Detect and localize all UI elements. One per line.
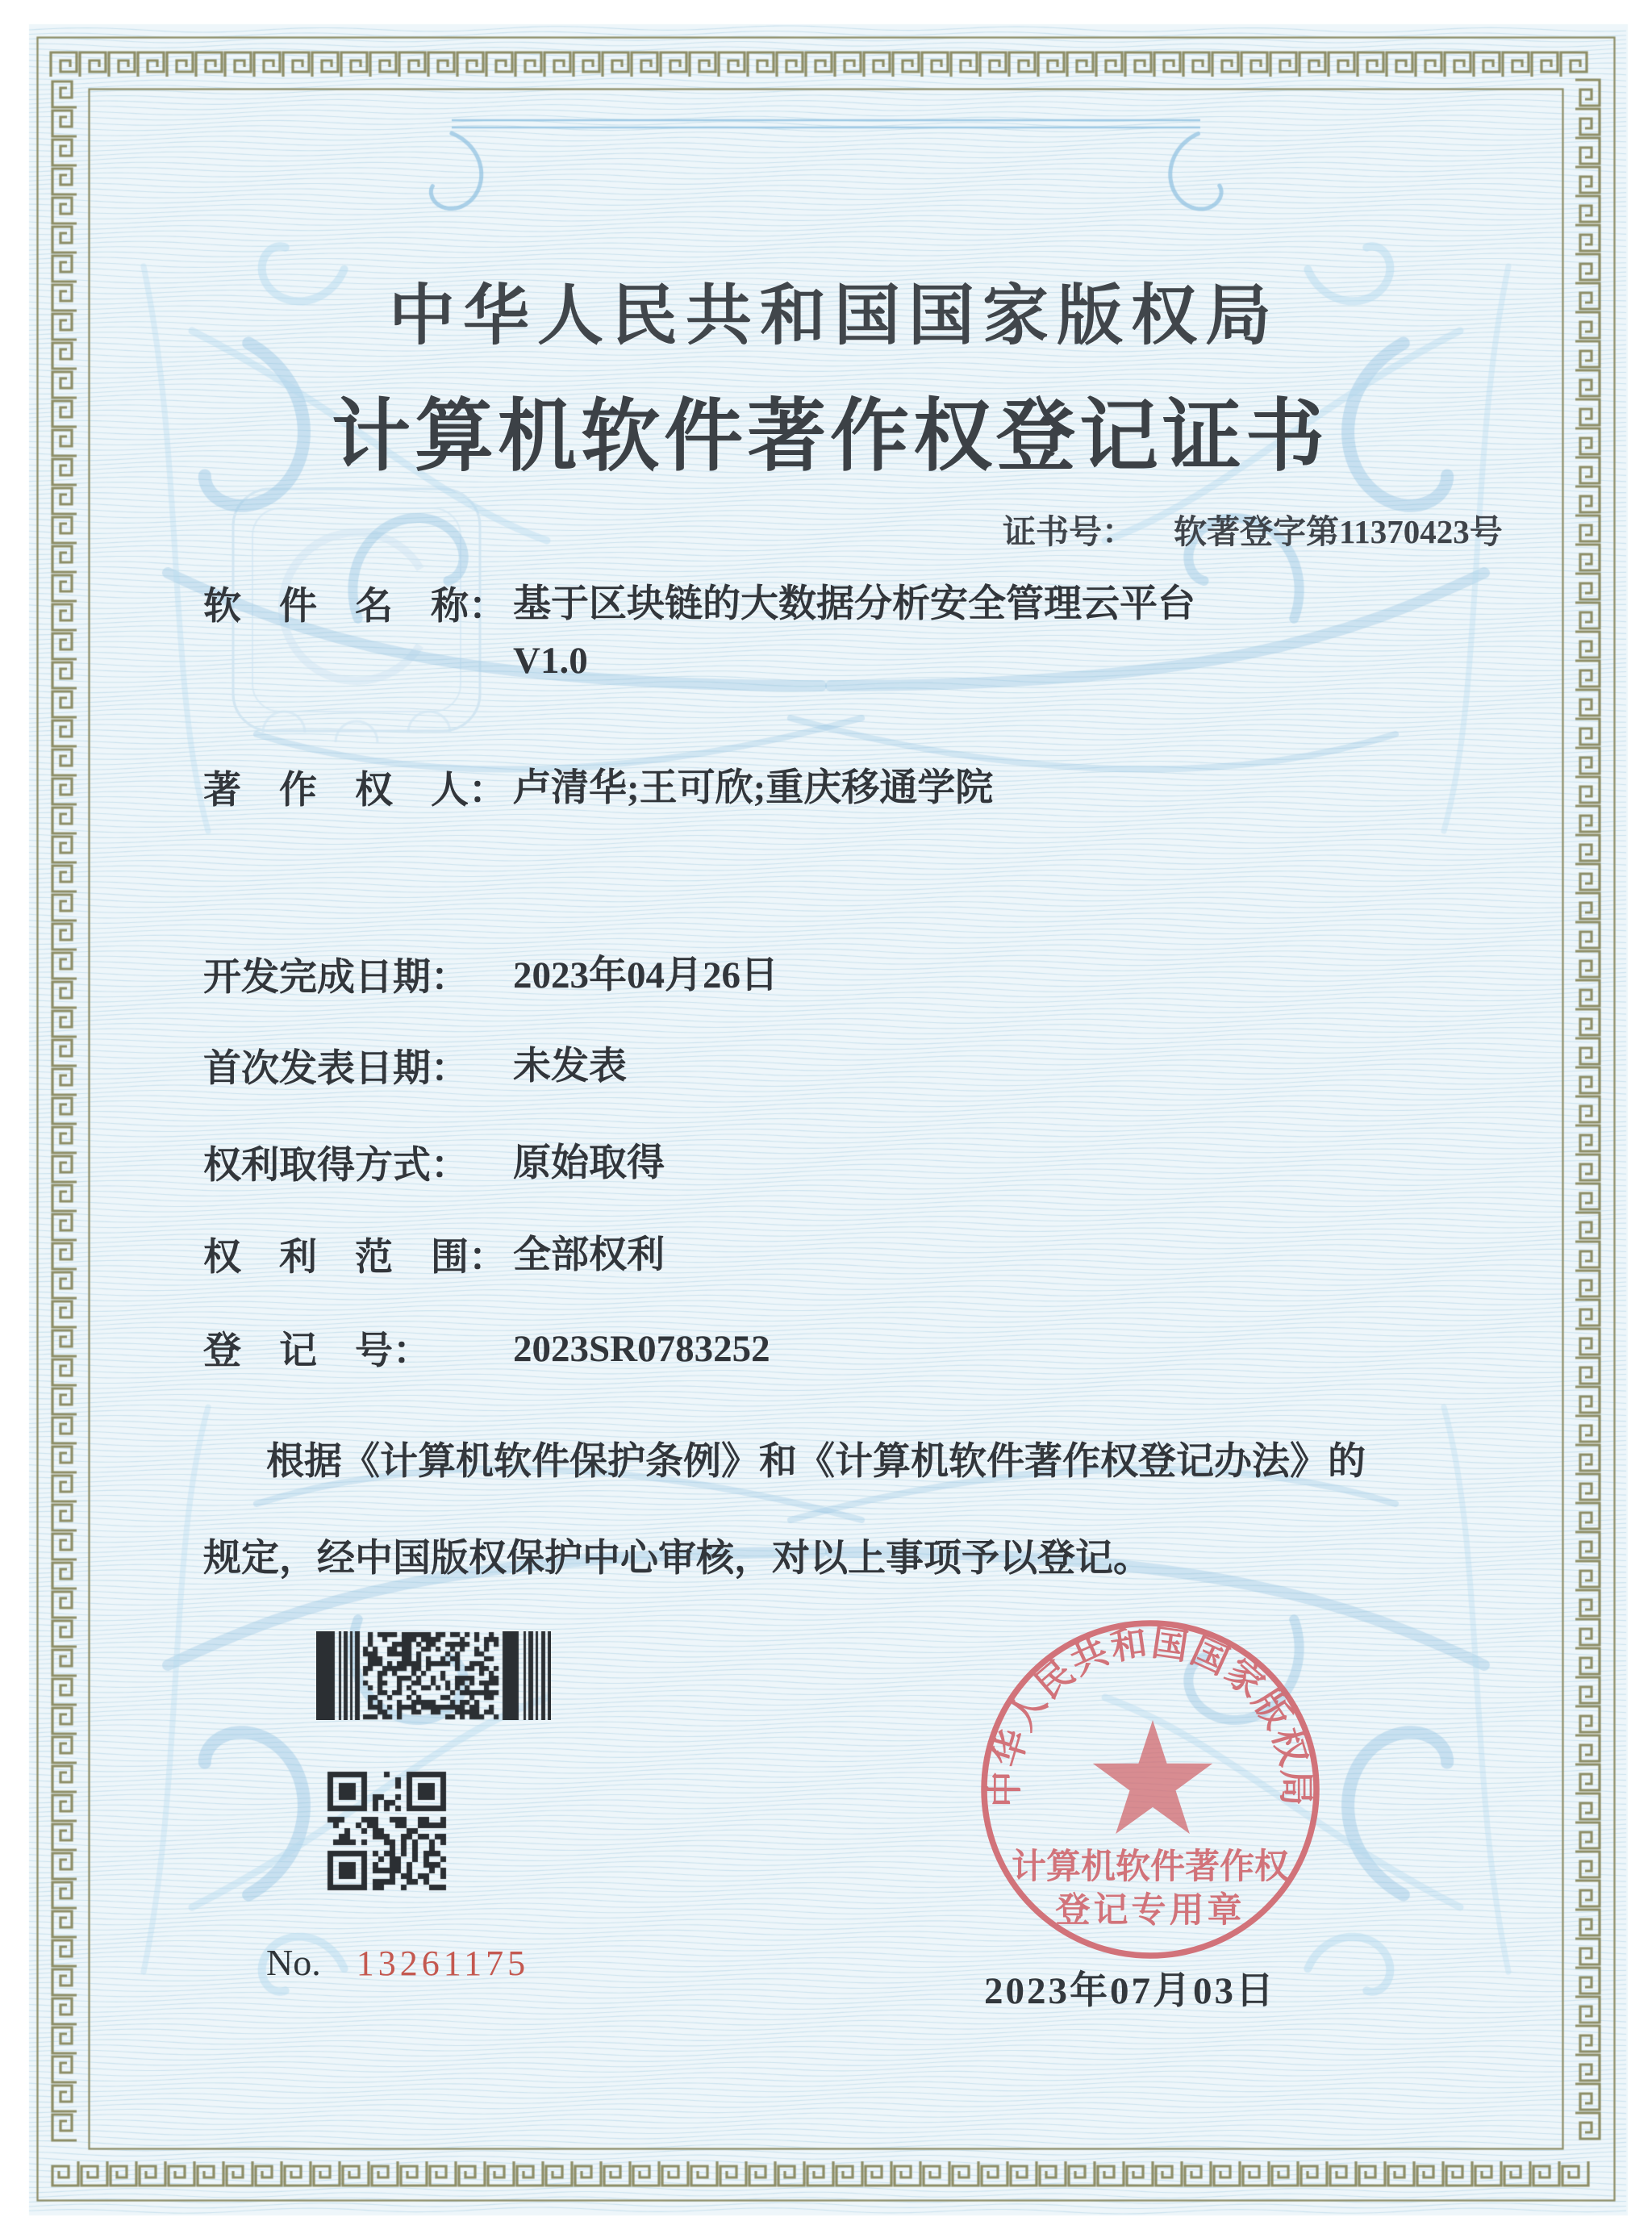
field-label: 首次发表日期： xyxy=(203,1048,469,1090)
field-label: 开发完成日期： xyxy=(203,957,469,999)
field-value xyxy=(513,576,1195,689)
statement-line-1: 根据《计算机软件保护条例》和《计算机软件著作权登记办法》的 xyxy=(266,1441,1366,1483)
seal-line-2: 登记专用章 xyxy=(1055,1892,1245,1930)
issue-date: 2023年07月03日 xyxy=(984,1970,1276,2012)
certificate-number-value: 软著登字第11370423号 xyxy=(1174,513,1503,550)
document-title: 计算机软件著作权登记证书 xyxy=(331,394,1329,481)
serial-label: No. xyxy=(266,1942,321,1983)
field-label: 软 件 名 称： xyxy=(203,586,507,628)
serial-number: 13261175 xyxy=(356,1944,530,1983)
seal-arc-text: 中华人民共和国国家版权局 xyxy=(984,1622,1316,1808)
official-seal xyxy=(973,1612,1328,1967)
field-label: 权利取得方式： xyxy=(203,1145,469,1187)
certificate-number-row xyxy=(1003,505,1503,553)
seal-star-icon xyxy=(1093,1720,1212,1834)
software-version: V1.0 xyxy=(513,640,588,682)
first-publish-date: 未发表 xyxy=(513,1046,627,1088)
rights-acquisition: 原始取得 xyxy=(513,1142,665,1184)
field-label: 权 利 范 围： xyxy=(203,1237,507,1279)
dev-complete-date: 2023年04月26日 xyxy=(513,954,778,996)
seal-line-1: 计算机软件著作权 xyxy=(1012,1848,1289,1886)
software-name: 基于区块链的大数据分析安全管理云平台 xyxy=(513,583,1195,625)
statement-line-2: 规定，经中国版权保护中心审核，对以上事项予以登记。 xyxy=(203,1538,1151,1580)
qr-code-icon xyxy=(326,1770,452,1896)
registration-number: 2023SR0783252 xyxy=(513,1328,770,1370)
field-label: 著 作 权 人： xyxy=(203,770,507,812)
copyright-owner: 卢清华;王可欣;重庆移通学院 xyxy=(513,767,994,809)
barcode-icon xyxy=(316,1631,551,1720)
field-label: 登 记 号： xyxy=(203,1330,431,1372)
issuer-title: 中华人民共和国国家版权局 xyxy=(388,279,1279,353)
certificate-number-label: 证书号： xyxy=(1003,513,1135,550)
rights-scope: 全部权利 xyxy=(513,1234,665,1276)
serial-number-row xyxy=(266,1941,529,1984)
